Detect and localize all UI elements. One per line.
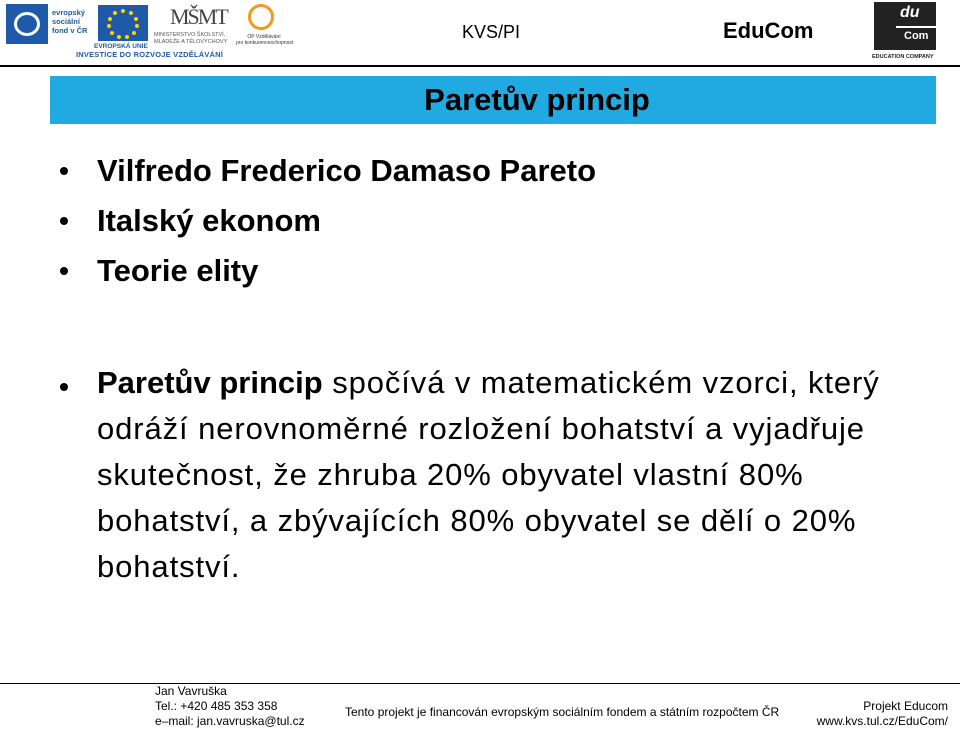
- footer-contact: [155, 684, 305, 729]
- footer-phone: Tel.: +420 485 353 358: [155, 699, 278, 713]
- educom-logo-du: du: [900, 4, 920, 21]
- eu-label: EVROPSKÁ UNIE: [94, 43, 148, 50]
- pareto-paragraph: [60, 360, 940, 590]
- list-item: [60, 196, 940, 246]
- brand-name: EduCom: [723, 18, 814, 43]
- op-label-line: pro konkurenceschopnost: [236, 40, 294, 46]
- investment-tagline: INVESTICE DO ROZVOJE VZDĚLÁVÁNÍ: [76, 50, 224, 59]
- bullet-icon: [60, 383, 68, 391]
- esf-logo: [6, 4, 94, 46]
- course-code: KVS/PI: [462, 22, 521, 42]
- title-bar: [50, 76, 936, 124]
- bullet-text: Teorie elity: [97, 253, 259, 288]
- footer-author: Jan Vavruška: [155, 684, 227, 698]
- educom-logo-label: EDUCATION COMPANY: [872, 54, 934, 60]
- bullet-icon: [60, 167, 68, 175]
- esf-line: sociální: [52, 17, 80, 26]
- esf-line: fond v ČR: [52, 26, 88, 35]
- eu-flag-icon: [98, 5, 148, 41]
- list-item: [60, 146, 940, 196]
- footer-project-name: Projekt Educom: [863, 699, 948, 713]
- header-divider: [0, 65, 960, 67]
- bullet-list: [60, 146, 940, 296]
- header: [0, 0, 960, 68]
- slide-title: Paretův princip: [424, 82, 650, 117]
- bullet-text: Italský ekonom: [97, 203, 321, 238]
- paragraph-emphasis: Paretův princip: [97, 365, 323, 400]
- esf-line: evropský: [52, 8, 85, 17]
- msmt-mark: MŠMT: [170, 4, 227, 29]
- footer-project: [817, 699, 948, 729]
- educom-logo-com: Com: [904, 30, 929, 42]
- educom-logo: [870, 0, 940, 60]
- bullet-icon: [60, 267, 68, 275]
- esf-mark-icon: [6, 4, 48, 44]
- footer-email: e–mail: jan.vavruska@tul.cz: [155, 714, 305, 728]
- msmt-label-line: MINISTERSTVO ŠKOLSTVÍ,: [154, 32, 226, 38]
- paragraph-text: spočívá v matematickém vzorci, který odráží nerovnoměrné rozložení bohatství a vyjadřuje skutečnost, že zhruba 20% obyvatel vlastní 80% bohatství, a zbývajících 80% obyvatel se dělí o 20% bohatství.: [97, 365, 880, 584]
- bullet-text: Vilfredo Frederico Damaso Pareto: [97, 153, 597, 188]
- op-logo: [236, 4, 296, 46]
- op-ring-icon: [248, 4, 274, 30]
- footer-url: www.kvs.tul.cz/EduCom/: [816, 714, 948, 728]
- list-item: [60, 246, 940, 296]
- msmt-logo: [154, 4, 234, 46]
- footer-divider: [0, 683, 960, 684]
- footer-funding: Tento projekt je financován evropským sociálním fondem a státním rozpočtem ČR: [345, 705, 780, 719]
- bullet-icon: [60, 217, 68, 225]
- msmt-label-line: MLÁDEŽE A TĚLOVÝCHOVY: [154, 39, 228, 45]
- op-label-line: OP Vzdělávání: [247, 34, 281, 40]
